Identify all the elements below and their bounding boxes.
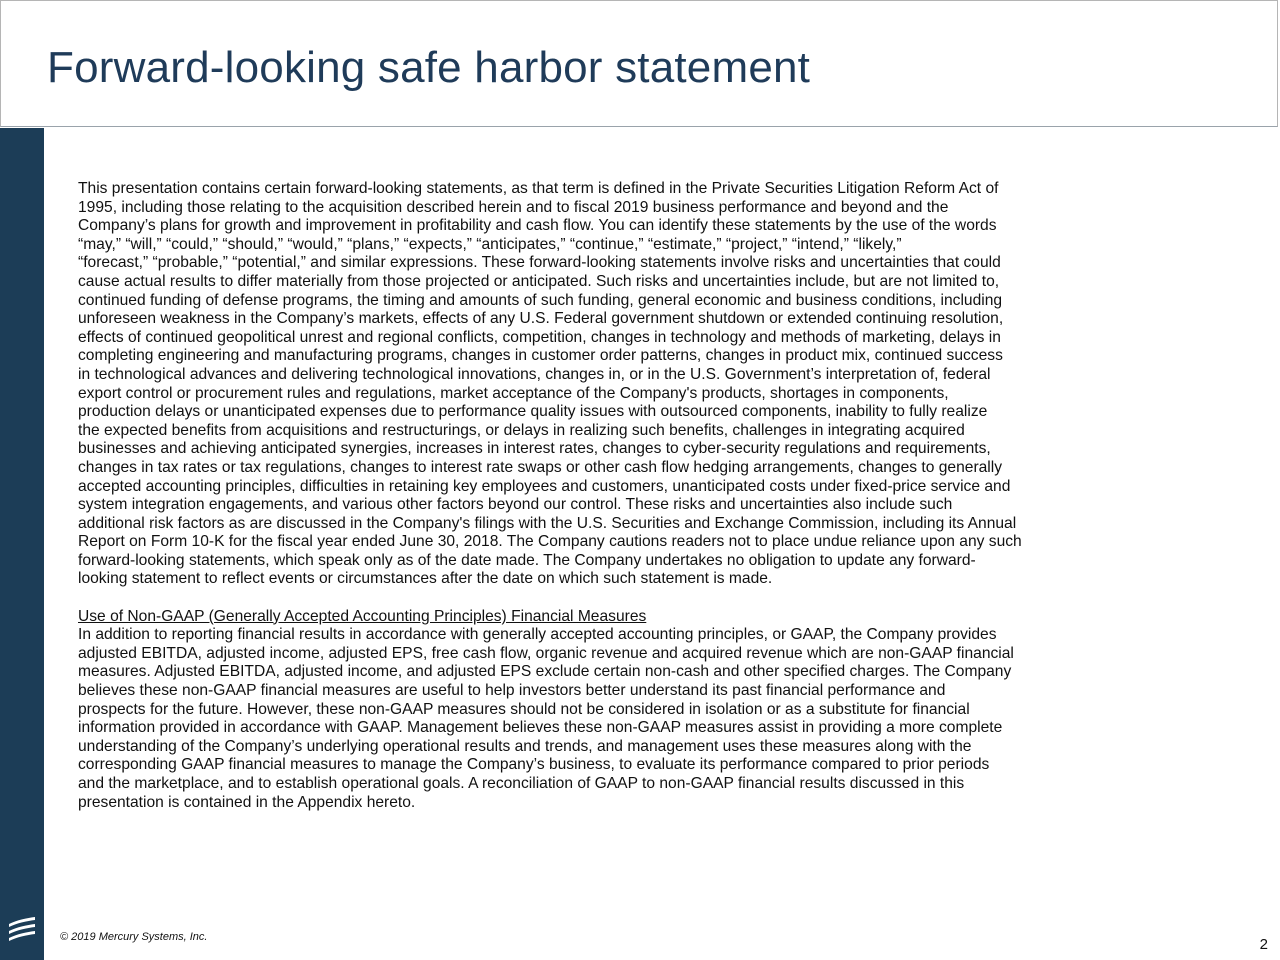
paragraph-line: “may,” “will,” “could,” “should,” “would,” “plans,” “expects,” “anticipates,” “continue,” “estimate,” “project,” “intend,” “likely,” <box>78 235 902 253</box>
copyright-notice: © 2019 Mercury Systems, Inc. <box>60 931 208 943</box>
paragraph-line: effects of continued geopolitical unrest and regional conflicts, competition, changes in technology and methods of marketing, delays in <box>78 328 1001 346</box>
body-content <box>78 180 1256 812</box>
paragraph-line: This presentation contains certain forward-looking statements, as that term is defined in the Private Securities Litigation Reform Act of <box>78 180 999 197</box>
paragraph-line: businesses and achieving anticipated synergies, increases in interest rates, changes to cyber-security regulations and requirements, <box>78 440 991 458</box>
mercury-logo-icon <box>7 912 37 946</box>
page-number: 2 <box>1259 936 1268 953</box>
paragraph-line: production delays or unanticipated expenses due to performance quality issues with outsourced components, inability to fully realize <box>78 403 988 421</box>
paragraph-line: changes in tax rates or tax regulations, changes to interest rate swaps or other cash flow hedging arrangements, changes to generally <box>78 458 1003 476</box>
paragraph-line: forward-looking statements, which speak only as of the date made. The Company undertakes no obligation to update any forward- <box>78 551 976 569</box>
paragraph-line: Company’s plans for growth and improvement in profitability and cash flow. You can identify these statements by the use of the words <box>78 217 997 235</box>
paragraph-line: additional risk factors as are discussed in the Company's filings with the U.S. Securities and Exchange Commission, including its Annual <box>78 514 1017 532</box>
paragraph-line: export control or procurement rules and regulations, market acceptance of the Company's products, shortages in components, <box>78 384 949 402</box>
paragraph-line: believes these non-GAAP financial measures are useful to help investors better understand its past financial performance and <box>78 682 946 700</box>
paragraph-line: looking statement to reflect events or circumstances after the date on which such statement is made. <box>78 570 773 588</box>
paragraph-line: information provided in accordance with GAAP. Management believes these non-GAAP measures assist in providing a more complete <box>78 719 1003 737</box>
section-spacer <box>78 589 1256 608</box>
safe-harbor-paragraph <box>78 180 1256 589</box>
paragraph-line: In addition to reporting financial results in accordance with generally accepted accounting principles, or GAAP, the Company provides <box>78 626 997 644</box>
paragraph-line: 1995, including those relating to the acquisition described herein and to fiscal 2019 business performance and beyond and the <box>78 198 949 216</box>
paragraph-line: unforeseen weakness in the Company’s markets, effects of any U.S. Federal government shutdown or extended continuing resolution, <box>78 310 1004 328</box>
paragraph-line: completing engineering and manufacturing programs, changes in customer order patterns, changes in product mix, continued success <box>78 347 1003 365</box>
paragraph-line: understanding of the Company’s underlying operational results and trends, and management uses these measures along with the <box>78 737 972 755</box>
paragraph-line: measures. Adjusted EBITDA, adjusted income, and adjusted EPS exclude certain non-cash and other specified charges. The Company <box>78 663 1012 681</box>
paragraph-line: system integration engagements, and various other factors beyond our control. These risks and uncertainties also include such <box>78 496 953 514</box>
paragraph-line: presentation is contained in the Appendix hereto. <box>78 793 416 811</box>
title-bar <box>0 0 1278 127</box>
paragraph-line: accepted accounting principles, difficulties in retaining key employees and customers, unanticipated costs under fixed-price service and <box>78 477 1011 495</box>
non-gaap-section <box>78 608 1256 813</box>
paragraph-line: and the marketplace, and to establish operational goals. A reconciliation of GAAP to non-GAAP financial results discussed in this <box>78 775 965 792</box>
paragraph-line: Report on Form 10-K for the fiscal year ended June 30, 2018. The Company cautions readers not to place undue reliance upon any such <box>78 533 1022 551</box>
paragraph-line: the expected benefits from acquisitions and restructurings, or delays in realizing such benefits, challenges in integrating acquired <box>78 421 965 439</box>
left-accent-bar <box>0 128 44 960</box>
paragraph-line: corresponding GAAP financial measures to manage the Company’s business, to evaluate its performance compared to prior periods <box>78 756 990 774</box>
page-title: Forward-looking safe harbor statement <box>47 43 811 92</box>
paragraph-line: adjusted EBITDA, adjusted income, adjusted EPS, free cash flow, organic revenue and acquired revenue which are non-GAAP financial <box>78 644 1014 662</box>
non-gaap-heading: Use of Non-GAAP (Generally Accepted Accounting Principles) Financial Measures <box>78 607 647 625</box>
paragraph-line: in technological advances and delivering technological innovations, changes in, or in the U.S. Government’s interpretation of, federal <box>78 365 991 383</box>
paragraph-line: “forecast,” “probable,” “potential,” and similar expressions. These forward-looking statements involve risks and uncertainties that could <box>78 254 1001 272</box>
paragraph-line: cause actual results to differ materially from those projected or anticipated. Such risks and uncertainties include, but are not limited to, <box>78 272 1000 290</box>
paragraph-line: continued funding of defense programs, the timing and amounts of such funding, general economic and business conditions, including <box>78 291 1003 309</box>
paragraph-line: prospects for the future. However, these non-GAAP measures should not be considered in isolation or as a substitute for financial <box>78 700 970 718</box>
